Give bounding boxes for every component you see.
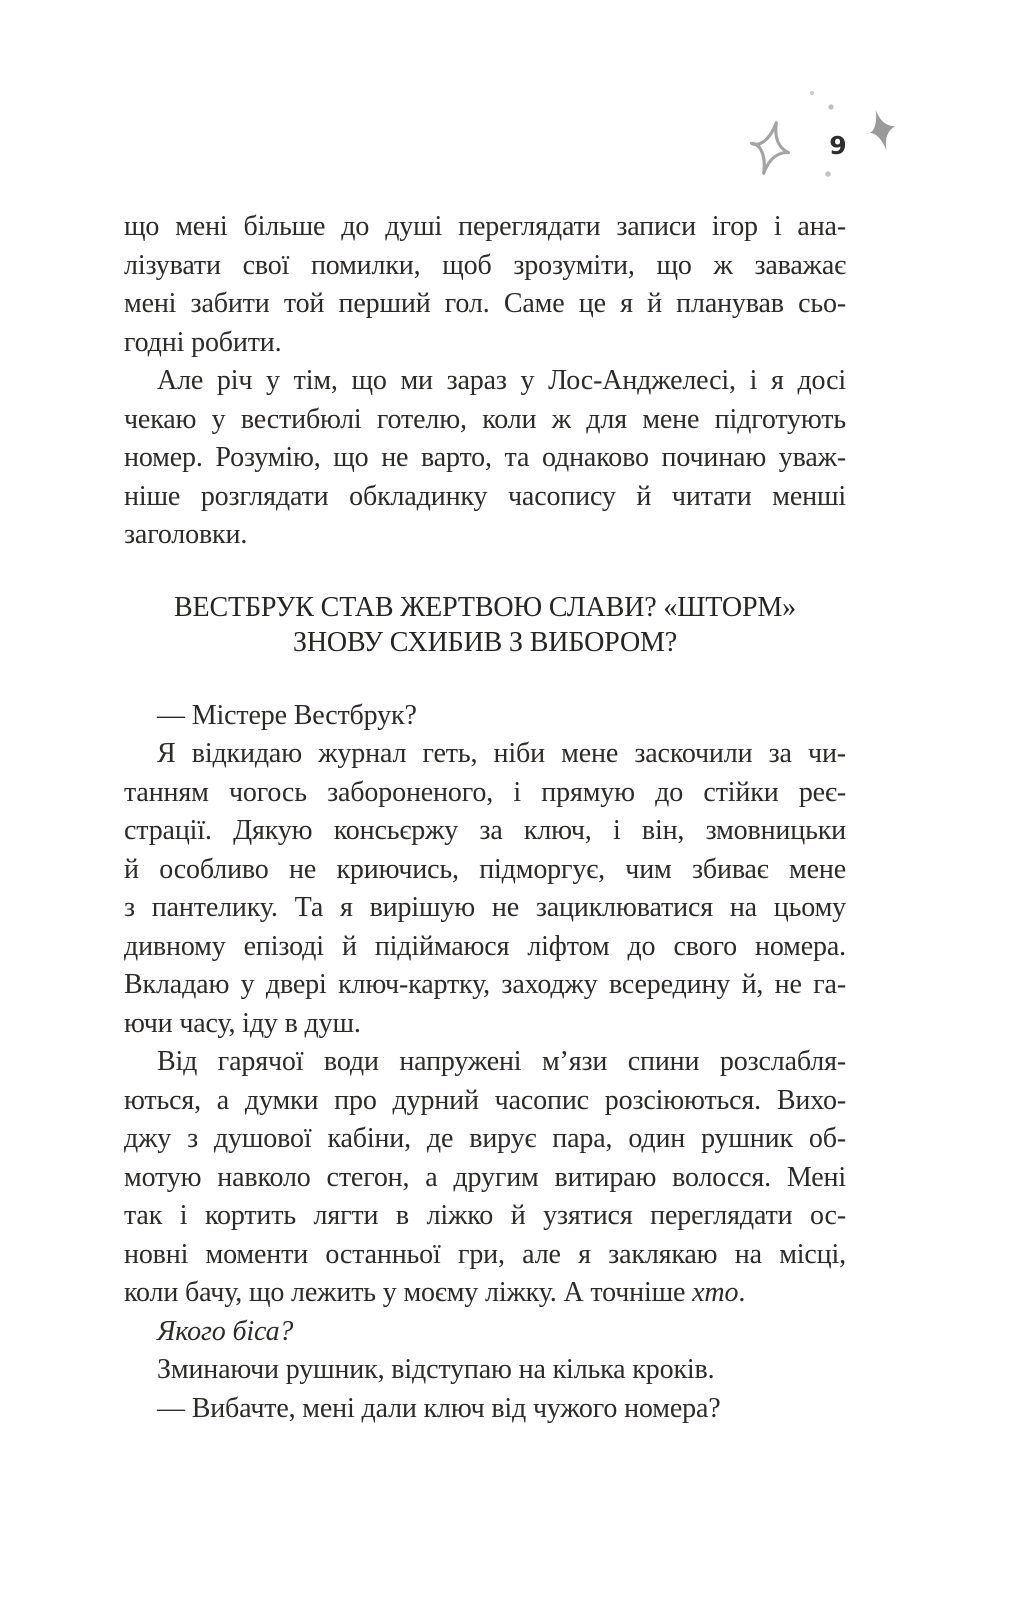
text-line: що мені більше до душі переглядати записи ігор і ана- <box>124 211 846 242</box>
text-line: дивному епізоді й підіймаюся ліфтом до свого номера. <box>124 930 846 962</box>
text-line: чекаю у вестибюлі готелю, коли ж для мене підготують <box>124 403 846 435</box>
headline-line: ЗНОВУ СХИБИВ З ВИБОРОМ? <box>292 626 678 658</box>
text-line: — Містере Вестбрук? <box>157 699 417 731</box>
emphasis-text: хто <box>692 1277 739 1308</box>
text-line: з пантелику. Та я вирішую не зациклюватися на цьому <box>124 892 846 923</box>
text-line: номер. Розумію, що не варто, та однаково починаю уваж- <box>124 442 846 473</box>
paragraph <box>124 697 846 736</box>
text-block <box>124 208 846 1428</box>
text-line: Я відкидаю журнал геть, ніби мене заскочили за чи- <box>157 738 846 769</box>
text-line: мені забити той перший гол. Саме це я й планував сьо- <box>124 288 846 319</box>
text-line: мотую навколо стегон, а другим витираю волосся. Мені <box>124 1161 846 1193</box>
page-number: 9 <box>829 131 847 160</box>
text-line: новні моменти останньої гри, але я заклякаю на місці, <box>124 1238 846 1270</box>
text-line: ються, а думки про дурний часопис розсіюються. Вихо- <box>124 1084 846 1116</box>
text-line: танням чогось забороненого, і прямую до стійки реє- <box>124 776 846 808</box>
text-line: Вкладаю у двері ключ-картку, заходжу всередину й, не га- <box>124 969 846 1000</box>
text-line: Від гарячої води напружені м’язи спини розслабля- <box>157 1046 846 1077</box>
text-line: лізувати свої помилки, щоб зрозуміти, що ж заважає <box>124 249 846 281</box>
text-line: годні робити. <box>124 326 282 358</box>
paragraph <box>124 1390 846 1429</box>
text-line: так і кортить лягти в ліжко й узятися переглядати ос- <box>124 1200 846 1231</box>
paragraph <box>124 208 846 362</box>
paragraph <box>124 1313 846 1352</box>
text-line: Зминаючи рушник, відступаю на кілька кроків. <box>157 1354 715 1385</box>
text-line: — Вибачте, мені дали ключ від чужого номера? <box>157 1392 721 1424</box>
text-line: джу з душової кабіни, де вирує пара, один рушник об- <box>124 1123 846 1154</box>
text-line: ючи часу, іду в душ. <box>124 1007 361 1039</box>
text-line: ніше розглядати обкладинку часопису й читати менші <box>124 480 846 512</box>
text-line: страції. Дякую консьєржу за ключ, і він, змовницьки <box>124 815 846 846</box>
paragraph <box>124 735 846 1043</box>
text-line: коли бачу, що лежить у моєму ліжку. А точніше хто. <box>124 1277 746 1308</box>
paragraph <box>124 1043 846 1313</box>
paragraph <box>124 362 846 555</box>
sparkle-filled-icon <box>861 106 901 154</box>
headline-line: ВЕСТБРУК СТАВ ЖЕРТВОЮ СЛАВИ? «ШТОРМ» <box>174 591 796 623</box>
text-line: й особливо не криючись, підморгує, чим збиває мене <box>124 853 846 885</box>
paragraph <box>124 1351 846 1390</box>
headline <box>124 590 846 660</box>
text-line: заголовки. <box>124 519 248 550</box>
text-line: Але річ у тім, що ми зараз у Лос-Анджелесі, і я досі <box>157 365 846 396</box>
sparkle-outline-icon <box>745 118 794 178</box>
text-line: Якого біса? <box>157 1315 294 1347</box>
